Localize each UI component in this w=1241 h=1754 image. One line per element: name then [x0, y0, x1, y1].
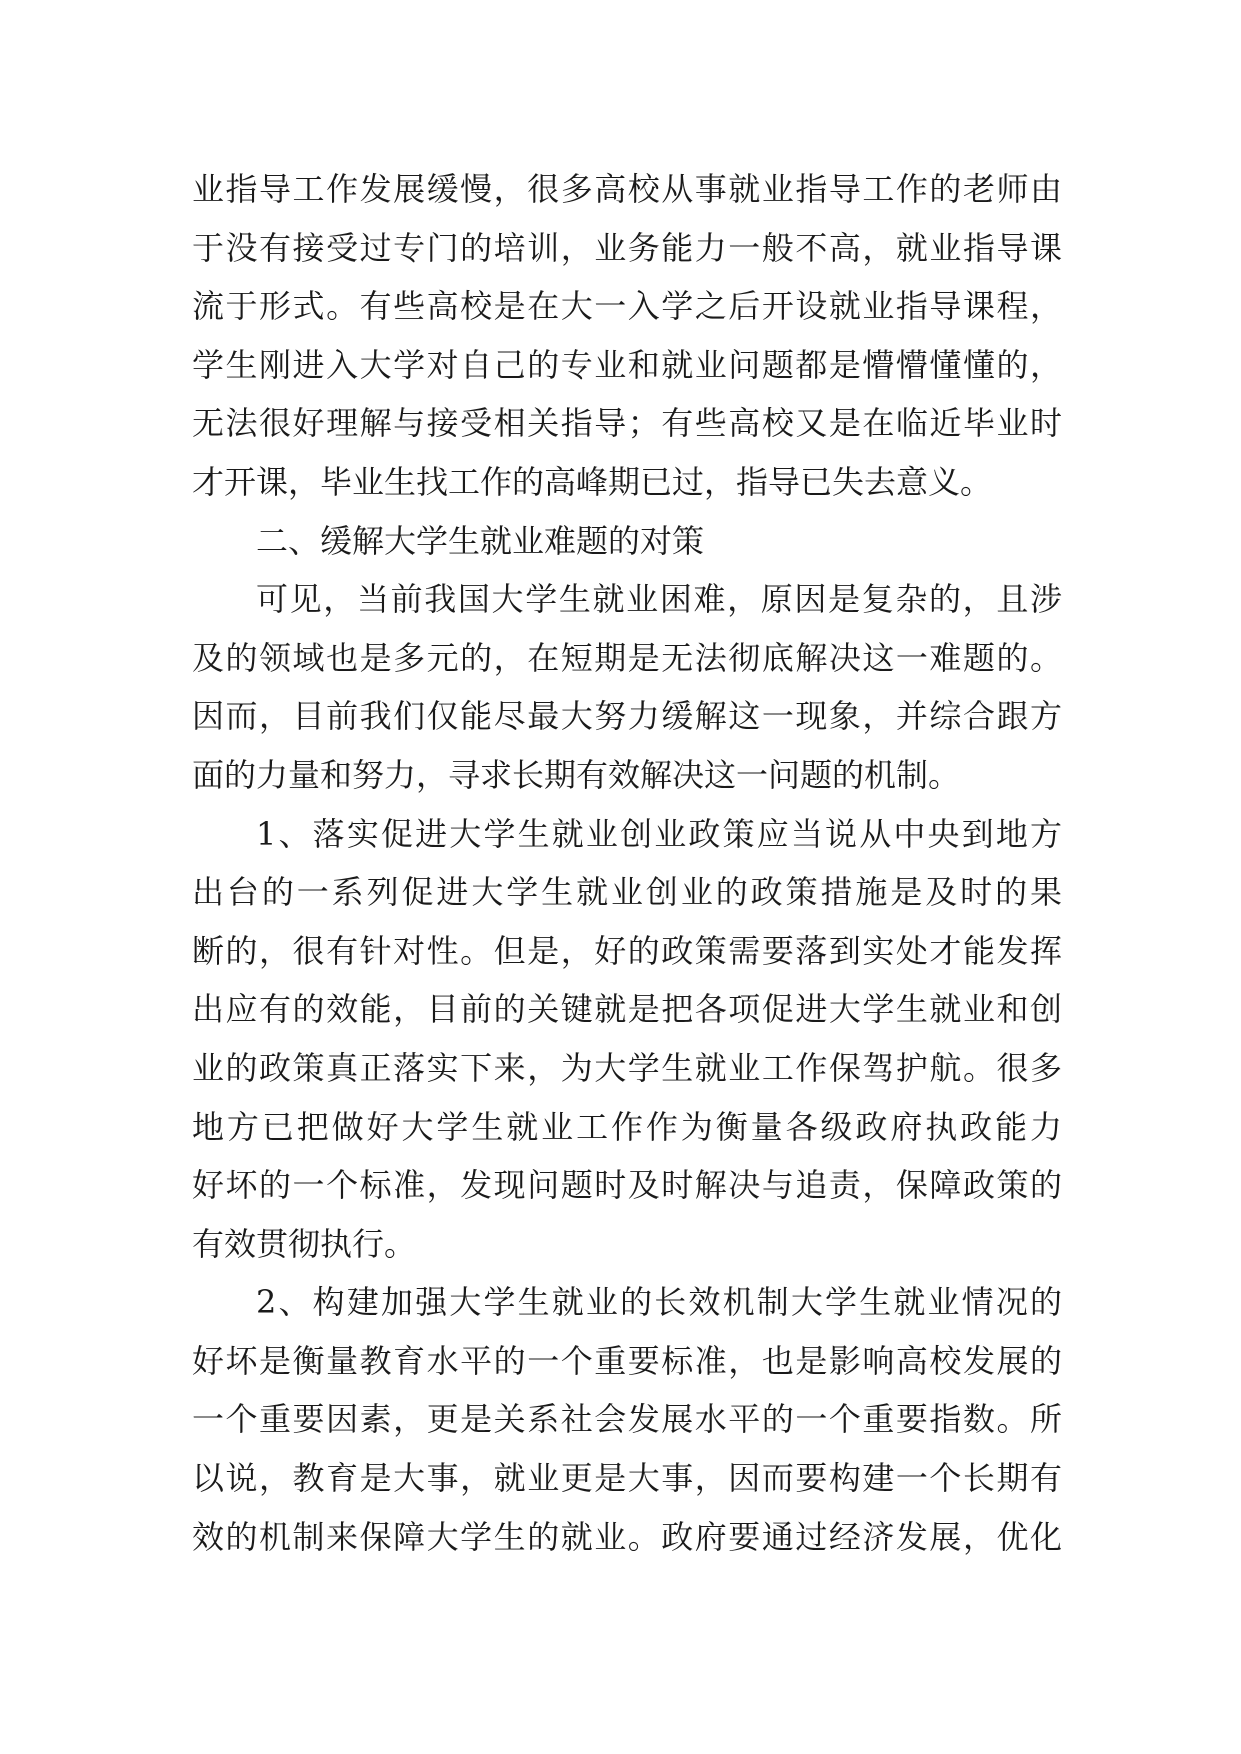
- text-line: 因而，目前我们仅能尽最大努力缓解这一现象，并综合跟方: [192, 697, 1062, 736]
- text-line: 可见，当前我国大学生就业困难，原因是复杂的，且涉: [256, 580, 1062, 619]
- text-line: 1、落实促进大学生就业创业政策应当说从中央到地方: [256, 814, 1062, 853]
- document-body: [192, 160, 1062, 1566]
- text-line: 及的领域也是多元的，在短期是无法彻底解决这一难题的。: [192, 638, 1062, 677]
- text-line: 于没有接受过专门的培训，业务能力一般不高，就业指导课: [192, 228, 1062, 267]
- text-line: 2、构建加强大学生就业的长效机制大学生就业情况的: [256, 1283, 1062, 1322]
- text-line: 以说，教育是大事，就业更是大事，因而要构建一个长期有: [192, 1459, 1062, 1498]
- text-line: 出台的一系列促进大学生就业创业的政策措施是及时的果: [192, 873, 1062, 912]
- text-line: 才开课，毕业生找工作的高峰期已过，指导已失去意义。: [192, 462, 993, 501]
- text-line: 有效贯彻执行。: [192, 1224, 417, 1263]
- text-line: 业的政策真正落实下来，为大学生就业工作保驾护航。很多: [192, 1048, 1062, 1087]
- text-line: 好坏的一个标准，发现问题时及时解决与追责，保障政策的: [192, 1166, 1062, 1205]
- text-line: 断的，很有针对性。但是，好的政策需要落到实处才能发挥: [192, 931, 1062, 970]
- text-line: 效的机制来保障大学生的就业。政府要通过经济发展，优化: [192, 1517, 1062, 1556]
- text-line: 无法很好理解与接受相关指导；有些高校又是在临近毕业时: [192, 404, 1062, 443]
- text-line: 出应有的效能，目前的关键就是把各项促进大学生就业和创: [192, 990, 1062, 1029]
- text-line: 流于形式。有些高校是在大一入学之后开设就业指导课程，: [192, 287, 1062, 326]
- text-line: 学生刚进入大学对自己的专业和就业问题都是懵懵懂懂的，: [192, 345, 1062, 384]
- text-line: 一个重要因素，更是关系社会发展水平的一个重要指数。所: [192, 1400, 1062, 1439]
- text-line: 地方已把做好大学生就业工作作为衡量各级政府执政能力: [192, 1107, 1062, 1146]
- text-line: 业指导工作发展缓慢，很多高校从事就业指导工作的老师由: [192, 170, 1062, 208]
- text-line: 二、缓解大学生就业难题的对策: [256, 521, 705, 560]
- text-line: 好坏是衡量教育水平的一个重要标准，也是影响高校发展的: [192, 1341, 1062, 1380]
- text-line: 面的力量和努力，寻求长期有效解决这一问题的机制。: [192, 755, 961, 794]
